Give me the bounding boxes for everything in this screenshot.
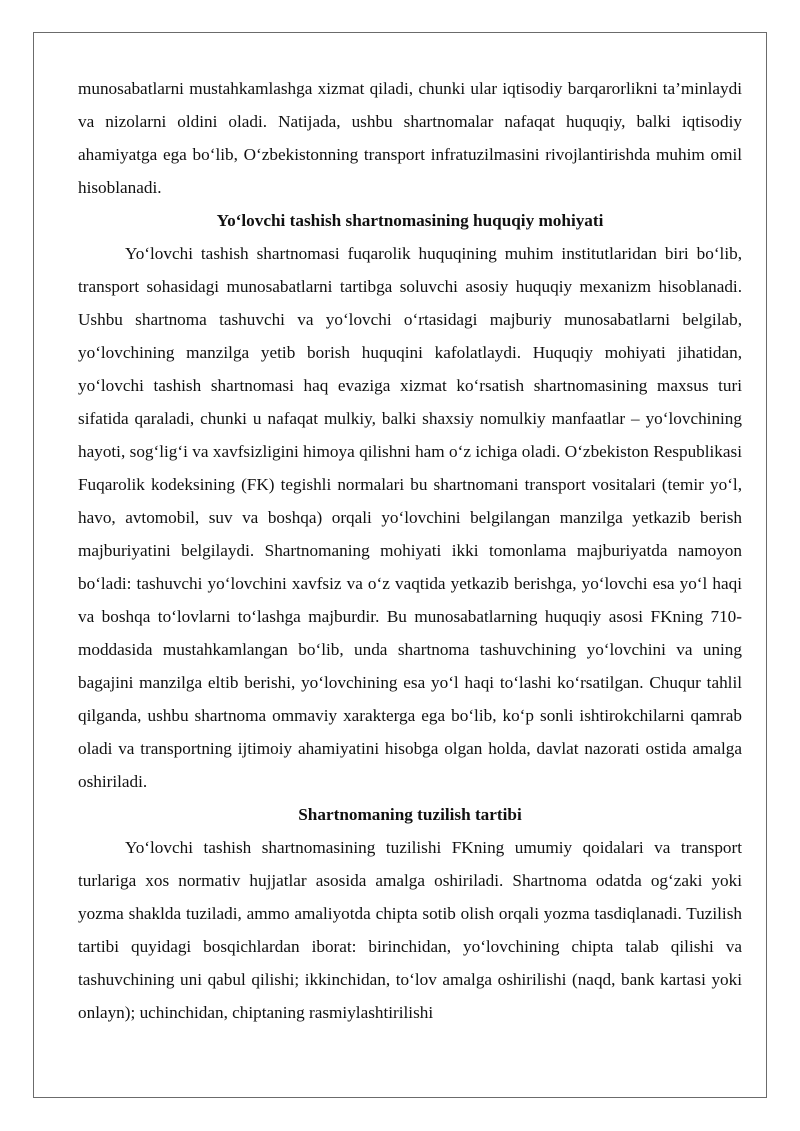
paragraph-conclusion-procedure: Yo‘lovchi tashish shartnomasining tuzilishi FKning umumiy qoidalari va transport turlariga xos normativ hujjatlar asosida amalga oshiriladi. Shartnoma odatda og‘zaki yoki yozma shaklda tuziladi, ammo amaliyotda chipta sotib olish orqali yozma tasdiqlanadi. Tuzilish tartibi quyidagi bosqichlardan iborat: birinchidan, yo‘lovchining chipta talab qilishi va tashuvchining uni qabul qilishi; ikkinchidan, to‘lov amalga oshirilishi (naqd, bank kartasi yoki onlayn); uchinchidan, chiptaning rasmiylashtirilishi — [78, 838, 742, 1022]
paragraph-legal-nature: Yo‘lovchi tashish shartnomasi fuqarolik huquqining muhim institutlaridan biri bo‘lib, transport sohasidagi munosabatlarni tartibga soluvchi asosiy huquqiy mexanizm hisoblanadi. Ushbu shartnoma tashuvchi va yo‘lovchi o‘rtasidagi majburiy munosabatlarni belgilab, yo‘lovchining manzilga yetib borish huquqini kafolatlaydi. Huquqiy mohiyati jihatidan, yo‘lovchi tashish shartnomasi haq evaziga xizmat ko‘rsatish shartnomasining maxsus turi sifatida qaraladi, chunki u nafaqat mulkiy, balki shaxsiy nomulkiy manfaatlar – yo‘lovchining hayoti, sog‘lig‘i va xavfsizligini himoya qilishni ham o‘z ichiga oladi. O‘zbekiston Respublikasi Fuqarolik kodeksining (FK) tegishli normalari bu shartnomani transport vositalari (temir yo‘l, havo, avtomobil, suv va boshqa) orqali yo‘lovchini belgilangan manzilga yetkazib berish majburiyatini belgilaydi. Shartnomaning mohiyati ikki tomonlama majburiyatda namoyon bo‘ladi: tashuvchi yo‘lovchini xavfsiz va o‘z vaqtida yetkazib berishga, yo‘lovchi esa yo‘l haqi va boshqa to‘lovlarni to‘lashga majburdir. Bu munosabatlarning huquqiy asosi FKning 710-moddasida mustahkamlangan bo‘lib, unda shartnoma tashuvchining yo‘lovchini va uning bagajini manzilga eltib berishi, yo‘lovchining esa yo‘l haqi to‘lashi ko‘rsatilgan. Chuqur tahlil qilganda, ushbu shartnoma ommaviy xarakterga ega bo‘lib, ko‘p sonli ishtirokchilarni qamrab oladi va transportning ijtimoiy ahamiyatini hisobga olgan holda, davlat nazorati ostida amalga oshiriladi. — [78, 244, 742, 791]
section-heading-legal-nature: Yo‘lovchi tashish shartnomasining huquqiy mohiyati — [216, 211, 604, 230]
document-body — [78, 72, 742, 1029]
section-heading-conclusion-procedure: Shartnomaning tuzilish tartibi — [298, 805, 522, 824]
paragraph-continuation: munosabatlarni mustahkamlashga xizmat qiladi, chunki ular iqtisodiy barqarorlikni ta’minlaydi va nizolarni oldini oladi. Natijada, ushbu shartnomalar nafaqat huquqiy, balki iqtisodiy ahamiyatga ega bo‘lib, O‘zbekistonning transport infratuzilmasini rivojlantirishda muhim omil hisoblanadi. — [78, 79, 742, 197]
